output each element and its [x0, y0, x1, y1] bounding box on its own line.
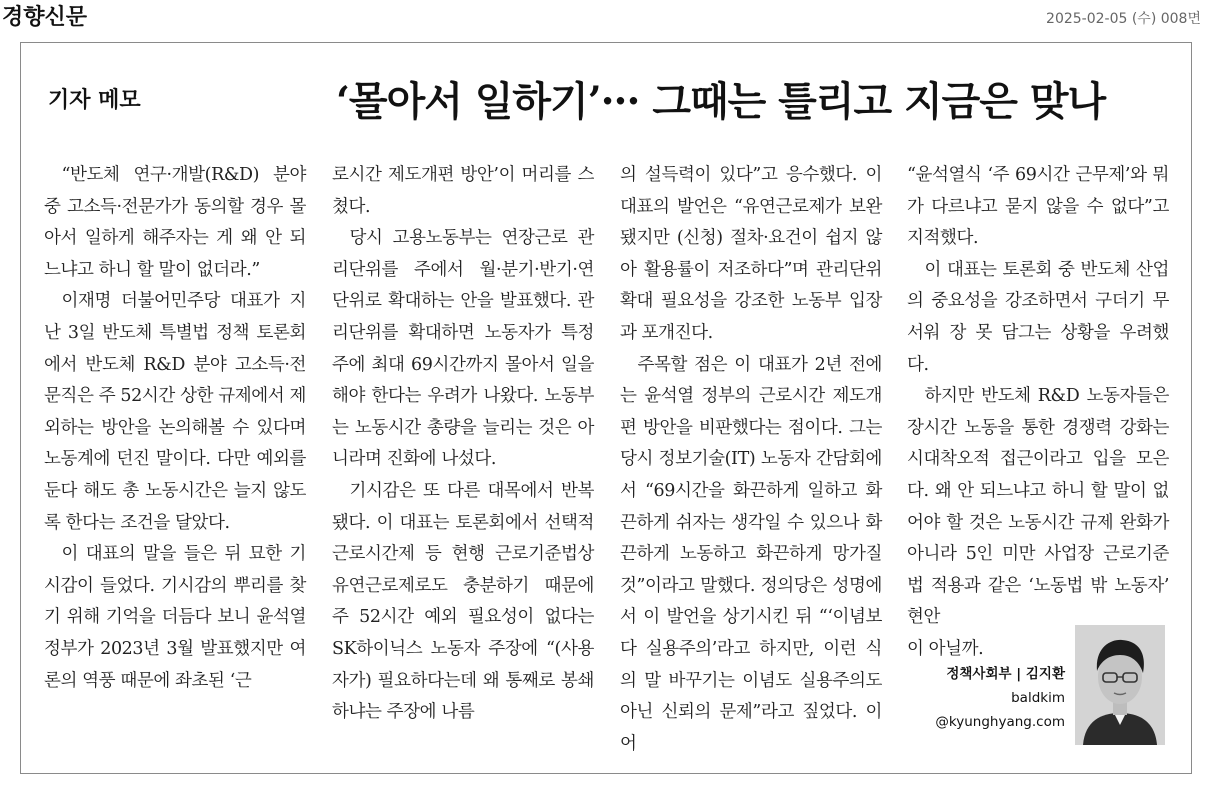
section-label: 기자 메모 [48, 88, 141, 113]
paragraph: 이 대표의 말을 들은 뒤 묘한 기시감이 들었다. 기시감의 뿌리를 찾기 위해 기억을 더듬다 보니 윤석열 정부가 2023년 3월 발표했지만 여론의 역풍 때문에 좌초된 ‘근 [44, 544, 306, 691]
article-column-1 [44, 160, 306, 697]
article-column-2 [332, 160, 594, 729]
paragraph: 하지만 반도체 R&D 노동자들은 장시간 노동을 통한 경쟁력 강화는 시대착오적 접근이라고 입을 모은다. 왜 안 되느냐고 하니 할 말이 없어야 할 것은 노동시간 규제 완화가 아니라 5인 미만 사업장 근로기준법 적용과 같은 ‘노동법 밖 노동자’ 현안 [907, 386, 1169, 628]
reporter-handle: baldkim [1011, 690, 1065, 706]
paragraph: 당시 고용노동부는 연장근로 관리단위를 주에서 월·분기·반기·연 단위로 확대하는 안을 발표했다. 관리단위를 확대하면 노동자가 특정 주에 최대 69시간까지 몰아서 일을 해야 한다는 우려가 나왔다. 노동부는 노동시간 총량을 늘리는 것은 아니라며 진화에 나섰다. [332, 228, 594, 470]
paragraph: 이 대표는 토론회 중 반도체 산업의 중요성을 강조하면서 구더기 무서워 장 못 담그는 상황을 우려했다. [907, 259, 1169, 375]
newspaper-name: 경향신문 [2, 5, 88, 30]
paragraph: “반도체 연구·개발(R&D) 분야 중 고소득·전문가가 동의할 경우 몰아서 일하게 해주자는 게 왜 안 되느냐고 하니 할 말이 없더라.” [44, 165, 306, 280]
reporter-photo [1075, 625, 1165, 745]
paragraph: 주목할 점은 이 대표가 2년 전에는 윤석열 정부의 근로시간 제도개편 방안을 비판했다는 점이다. 그는 당시 정보기술(IT) 노동자 간담회에서 “69시간을 화끈하게 일하고 화끈하게 쉬자는 생각일 수 있으나 화끈하게 노동하고 화끈하게 망가질 것”이라고 말했다. 정의당은 성명에서 이 발언을 상기시킨 뒤 “‘이념보다 실용주의’라고 하지만, 이런 식의 말 바꾸기는 이념도 실용주의도 아닌 신뢰의 문제”라고 짚었다. 이어 [620, 354, 882, 754]
article-headline: ‘몰아서 일하기’··· 그때는 틀리고 지금은 맞나 [336, 78, 1106, 125]
paragraph: 로시간 제도개편 방안’이 머리를 스쳤다. [332, 165, 594, 217]
paragraph: 의 설득력이 있다”고 응수했다. 이 대표의 발언은 “유연근로제가 보완됐지만 (신청) 절차·요건이 쉽지 않아 활용률이 저조하다”며 관리단위 확대 필요성을 강조한 노동부 입장과 포개진다. [620, 165, 882, 343]
article-column-3 [620, 160, 882, 760]
reporter-byline [905, 662, 1065, 734]
reporter-portrait-icon [1075, 625, 1165, 745]
masthead-bar [0, 0, 1207, 36]
paragraph: 이재명 더불어민주당 대표가 지난 3일 반도체 특별법 정책 토론회에서 반도체 R&D 분야 고소득·전문직은 주 52시간 상한 규제에서 제외하는 방안을 논의해볼 수 있다며 노동계에 던진 말이다. 다만 예외를 둔다 해도 총 노동시간은 늘지 않도록 한다는 조건을 달았다. [44, 291, 306, 533]
article-column-4 [907, 160, 1169, 666]
reporter-email-domain: @kyunghyang.com [935, 714, 1065, 730]
paragraph: “윤석열식 ‘주 69시간 근무제’와 뭐가 다르냐고 묻지 않을 수 없다”고 지적했다. [907, 165, 1169, 249]
reporter-dept-name: 정책사회부 | 김지환 [946, 666, 1065, 682]
paragraph: 기시감은 또 다른 대목에서 반복됐다. 이 대표는 토론회에서 선택적 근로시간제 등 현행 근로기준법상 유연근로제로도 충분하기 때문에 주 52시간 예외 필요성이 없다는 SK하이닉스 노동자 주장에 “(사용자가) 필요하다는데 왜 통째로 봉쇄하냐는 주장에 나름 [332, 480, 594, 723]
paragraph-tail: 이 아닐까. [907, 638, 984, 659]
issue-date-page: 2025-02-05 (수) 008면 [1046, 11, 1201, 27]
